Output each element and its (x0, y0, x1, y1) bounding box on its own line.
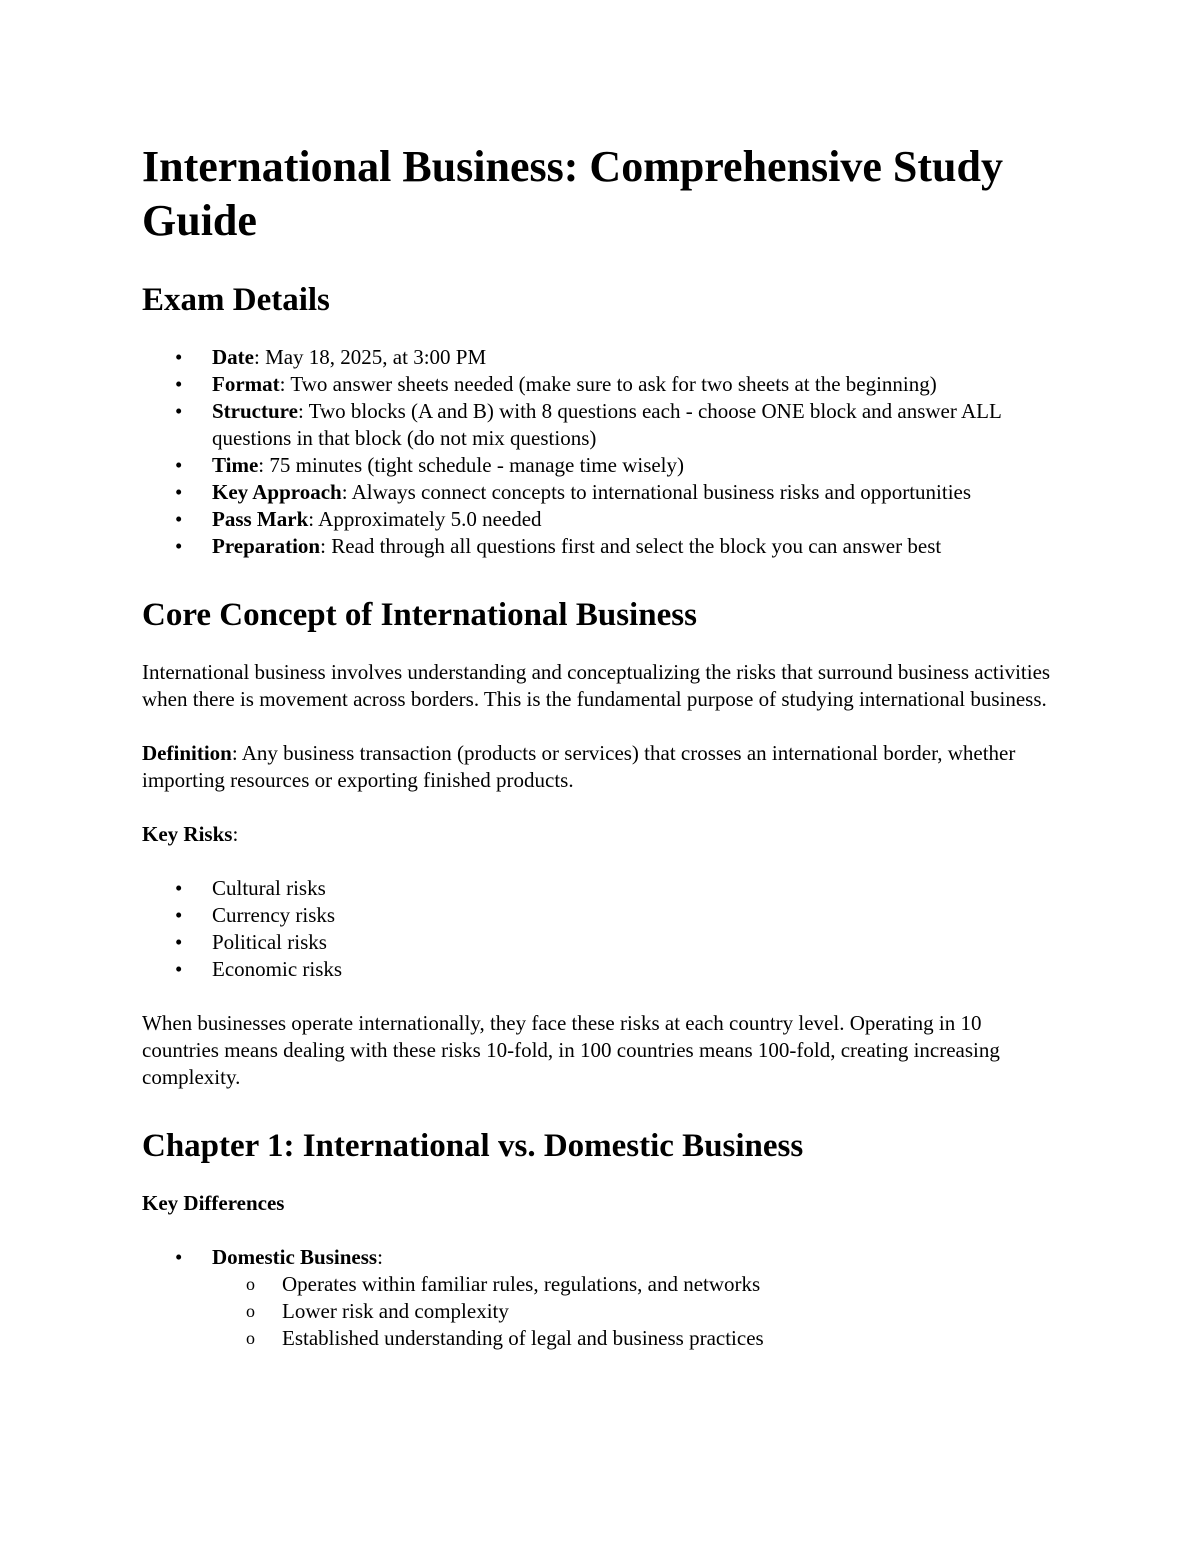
list-item (212, 1298, 1062, 1325)
domestic-label: Domestic Business (212, 1245, 378, 1269)
chapter1-heading: Chapter 1: International vs. Domestic Business (142, 1128, 804, 1164)
circle-bullet-icon: o (246, 1328, 255, 1348)
list-item (142, 902, 1062, 929)
key-differences-subheading (142, 1190, 1062, 1217)
item-label: Date (212, 345, 254, 369)
list-item (142, 371, 1062, 398)
bullet-icon: • (175, 1245, 183, 1269)
document-title: International Business: Comprehensive Study Guide (142, 142, 1003, 245)
key-differences-label: Key Differences (142, 1191, 285, 1215)
item-label: Structure (212, 399, 298, 423)
item-label: Preparation (212, 534, 321, 558)
bullet-icon: • (175, 876, 183, 900)
bullet-icon: • (175, 957, 183, 981)
differences-list (142, 1244, 1062, 1352)
bullet-icon: • (175, 930, 183, 954)
list-item (212, 1271, 1062, 1298)
item-text: : Approximately 5.0 needed (308, 507, 542, 531)
list-item (142, 506, 1062, 533)
item-text: : Read through all questions first and select the block you can answer best (320, 534, 942, 558)
key-risks-colon: : (232, 822, 239, 846)
domestic-points-list (212, 1271, 1062, 1352)
list-item (142, 1244, 1062, 1352)
risk-text: Economic risks (212, 957, 343, 981)
key-risks-list (142, 875, 1062, 983)
item-text: : 75 minutes (tight schedule - manage time wisely) (258, 453, 685, 477)
list-item (142, 875, 1062, 902)
item-text: : Always connect concepts to international business risks and opportunities (341, 480, 972, 504)
core-concept-closing: When businesses operate internationally, they face these risks at each country level. Operating in 10 countries means dealing with these risks 10-fold, in 100 countries means 100-fold, creating increasing complexity. (142, 1011, 1000, 1089)
item-label: Time (212, 453, 259, 477)
exam-details-list (142, 344, 1062, 560)
bullet-icon: • (175, 453, 183, 477)
risk-text: Currency risks (212, 903, 336, 927)
definition-text: : Any business transaction (products or services) that crosses an international border, whether importing resources or exporting finished products. (142, 741, 1016, 792)
definition-label: Definition (142, 741, 232, 765)
list-item (142, 929, 1062, 956)
item-label: Format (212, 372, 280, 396)
list-item (212, 1325, 1062, 1352)
item-text: : May 18, 2025, at 3:00 PM (253, 345, 487, 369)
list-item (142, 344, 1062, 371)
item-text: : Two answer sheets needed (make sure to ask for two sheets at the beginning) (279, 372, 937, 396)
bullet-icon: • (175, 903, 183, 927)
bullet-icon: • (175, 534, 183, 558)
item-label: Pass Mark (212, 507, 309, 531)
point-text: Established understanding of legal and business practices (282, 1326, 764, 1350)
circle-bullet-icon: o (246, 1301, 255, 1321)
core-concept-intro: International business involves understanding and conceptualizing the risks that surround business activities when there is movement across borders. This is the fundamental purpose of studying international business. (142, 660, 1051, 711)
bullet-icon: • (175, 399, 183, 423)
bullet-icon: • (175, 372, 183, 396)
list-item (142, 956, 1062, 983)
domestic-colon: : (377, 1245, 383, 1269)
key-risks-label-paragraph (142, 821, 1062, 848)
bullet-icon: • (175, 480, 183, 504)
document-page (142, 140, 1062, 1379)
definition-paragraph (142, 740, 1062, 794)
core-concept-heading: Core Concept of International Business (142, 597, 697, 633)
item-text: : Two blocks (A and B) with 8 questions each - choose ONE block and answer ALL questions in that block (do not mix questions) (212, 399, 1001, 450)
item-label: Key Approach (212, 480, 342, 504)
list-item (142, 479, 1062, 506)
exam-details-heading: Exam Details (142, 282, 330, 318)
point-text: Lower risk and complexity (282, 1299, 509, 1323)
point-text: Operates within familiar rules, regulations, and networks (282, 1272, 761, 1296)
circle-bullet-icon: o (246, 1274, 255, 1294)
bullet-icon: • (175, 507, 183, 531)
list-item (142, 452, 1062, 479)
bullet-icon: • (175, 345, 183, 369)
key-risks-label: Key Risks (142, 822, 233, 846)
list-item (142, 398, 1062, 452)
list-item (142, 533, 1062, 560)
risk-text: Cultural risks (212, 876, 326, 900)
risk-text: Political risks (212, 930, 327, 954)
